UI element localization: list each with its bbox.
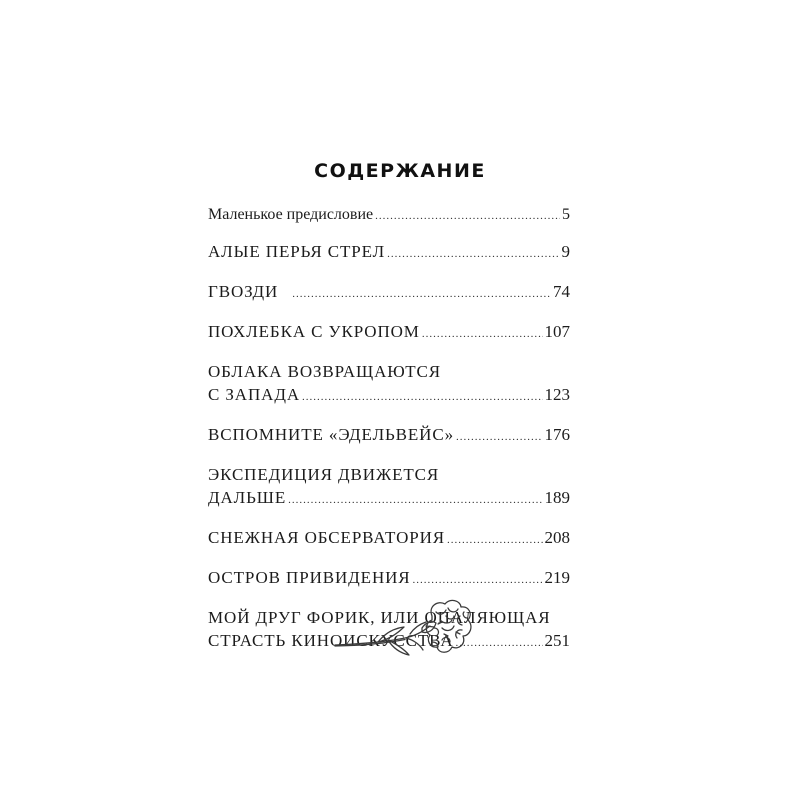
toc-entry-line (208, 320, 570, 346)
toc-entry-title: ПОХЛЕБКА С УКРОПОМ (208, 322, 420, 341)
toc-entry-title: ГВОЗДИ (208, 282, 279, 301)
toc-entry-line (208, 280, 570, 306)
leader-dots (422, 323, 543, 346)
leader-dots (387, 243, 559, 266)
toc-entry-line (208, 566, 570, 592)
toc-page-number: 219 (544, 568, 570, 587)
toc-page-number: 208 (544, 528, 570, 547)
toc-entry-title-first-line: МОЙ ДРУГ ФОРИК, ИЛИ ОПАЛЯЮЩАЯ (208, 608, 551, 627)
toc-entry-title: ДАЛЬШЕ (208, 488, 287, 507)
toc-entry-title: Маленькое предисловие (208, 206, 374, 223)
toc-entry-title: ОСТРОВ ПРИВИДЕНИЯ (208, 568, 411, 587)
toc-entry-line (208, 423, 570, 449)
leader-dots (288, 489, 542, 512)
toc-entry[interactable] (208, 280, 570, 306)
toc-entry[interactable] (208, 423, 570, 449)
leader-dots (447, 529, 542, 552)
toc-entry-title: ВСПОМНИТЕ «ЭДЕЛЬВЕЙС» (208, 425, 455, 444)
toc-page-number: 107 (544, 322, 570, 341)
toc-entry-line (208, 383, 570, 409)
toc-page-number: 176 (544, 425, 570, 444)
toc-entry[interactable] (208, 320, 570, 346)
toc-page-number: 74 (553, 282, 570, 301)
toc-entry-title-first-line: ОБЛАКА ВОЗВРАЩАЮТСЯ (208, 362, 441, 381)
toc-entry[interactable] (208, 240, 570, 266)
toc-entry-title: СТРАСТЬ КИНОИСКУССТВА (208, 631, 454, 650)
leader-dots (375, 205, 560, 228)
toc-page-number: 5 (562, 206, 570, 223)
leader-dots (292, 283, 551, 306)
page-title: СОДЕРЖАНИЕ (314, 160, 486, 182)
toc-page-number: 9 (561, 242, 570, 261)
toc-entry-line (208, 240, 570, 266)
leader-dots (456, 426, 542, 449)
toc-entry-title: СНЕЖНАЯ ОБСЕРВАТОРИЯ (208, 528, 446, 547)
toc-entry[interactable] (208, 360, 570, 409)
toc-entry-line (208, 486, 570, 512)
toc-entry-line (208, 203, 570, 228)
leader-dots (413, 569, 543, 592)
toc-page-number: 189 (544, 488, 570, 507)
toc-entry-title: С ЗАПАДА (208, 385, 301, 404)
toc-entry-title: АЛЫЕ ПЕРЬЯ СТРЕЛ (208, 242, 386, 261)
toc-entry[interactable] (208, 526, 570, 552)
toc-page-number: 251 (544, 631, 570, 650)
leader-dots (302, 386, 542, 409)
toc-entry[interactable] (208, 203, 570, 228)
toc-entry-line (208, 526, 570, 552)
toc-entry[interactable] (208, 463, 570, 512)
toc-entry[interactable] (208, 566, 570, 592)
carnation-flower-icon (330, 598, 475, 673)
toc-entry-title-first-line: ЭКСПЕДИЦИЯ ДВИЖЕТСЯ (208, 465, 440, 484)
toc-page-number: 123 (544, 385, 570, 404)
